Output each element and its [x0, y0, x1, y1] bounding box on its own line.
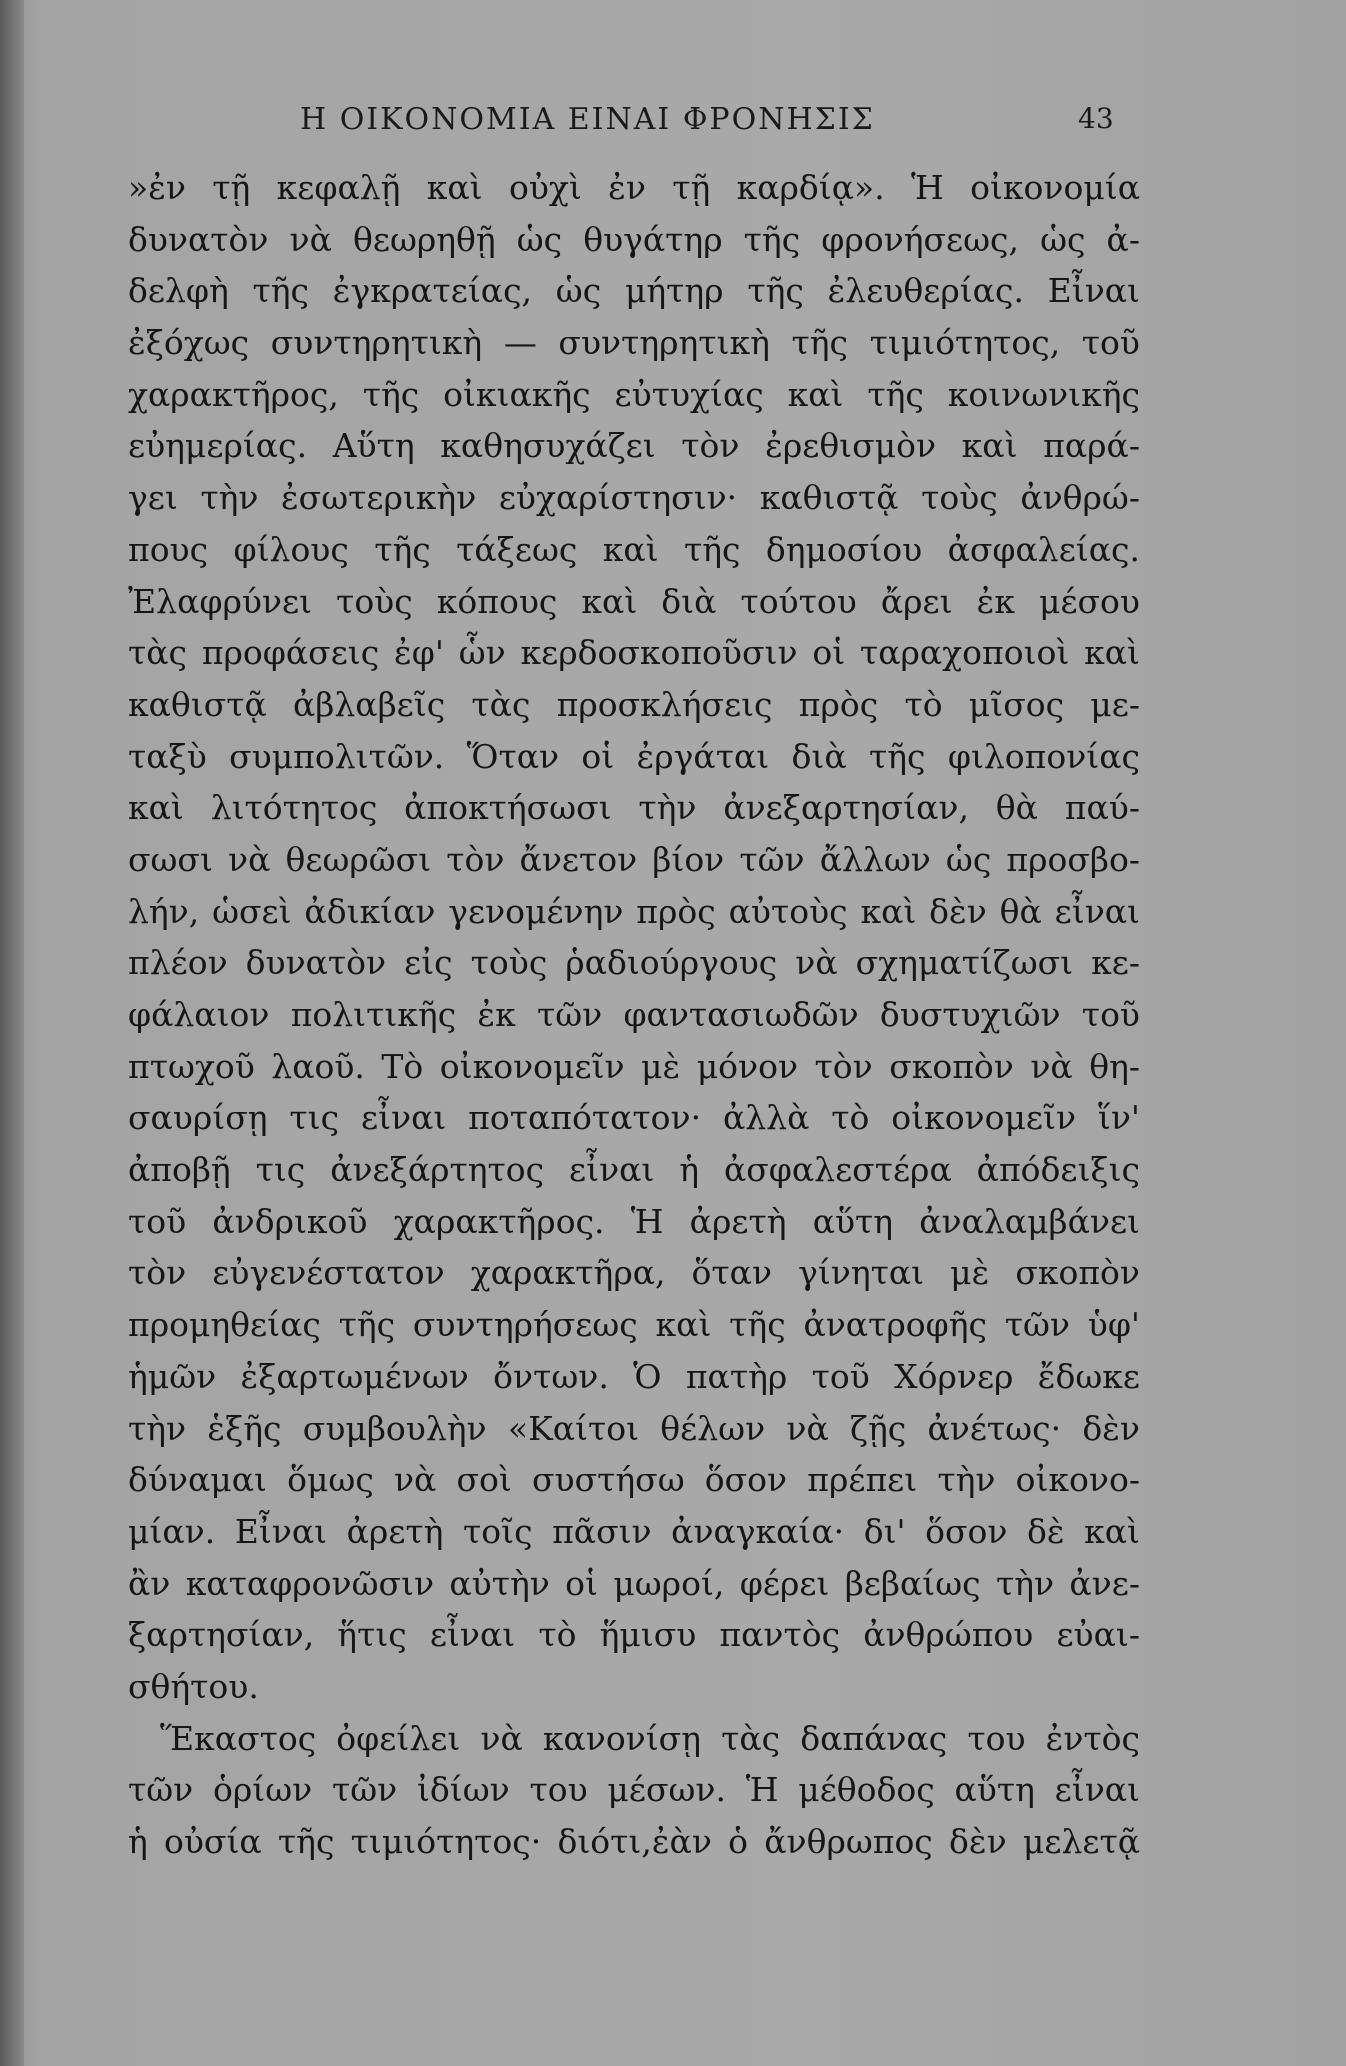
text-line: δύναμαι ὅμως νὰ σοὶ συστήσω ὅσον πρέπει τὴν οἰκονο-	[128, 1460, 1140, 1500]
text-line: μίαν. Εἶναι ἀρετὴ τοῖς πᾶσιν ἀναγκαία· δι' ὅσον δὲ καὶ	[128, 1511, 1140, 1551]
text-line: ἐξόχως συντηρητικὴ — συντηρητικὴ τῆς τιμιότητος, τοῦ	[128, 323, 1140, 363]
text-line: ἀποβῇ τις ἀνεξάρτητος εἶναι ἡ ἀσφαλεστέρα ἀπόδειξις	[128, 1150, 1140, 1190]
text-line: τὰς προφάσεις ἐφ' ὧν κερδοσκοποῦσιν οἱ ταραχοποιοὶ καὶ	[128, 633, 1140, 673]
text-line: εὐημερίας. Αὕτη καθησυχάζει τὸν ἐρεθισμὸν καὶ παρά-	[128, 426, 1140, 466]
page-number: 43	[1078, 102, 1114, 135]
text-line: φάλαιον πολιτικῆς ἐκ τῶν φαντασιωδῶν δυστυχιῶν τοῦ	[128, 995, 1140, 1034]
text-line: προμηθείας τῆς συντηρήσεως καὶ τῆς ἀνατροφῆς τῶν ὑφ'	[128, 1305, 1140, 1345]
text-line: τὸν εὐγενέστατον χαρακτῆρα, ὅταν γίνηται μὲ σκοπὸν	[128, 1253, 1140, 1293]
text-line: Ἐλαφρύνει τοὺς κόπους καὶ διὰ τούτου ἄρει ἐκ μέσου	[128, 581, 1140, 621]
text-line: καὶ λιτότητος ἀποκτήσωσι τὴν ἀνεξαρτησίαν, θὰ παύ-	[128, 788, 1140, 828]
text-line: τὴν ἑξῆς συμβουλὴν «Καίτοι θέλων νὰ ζῇς ἀνέτως· δὲν	[128, 1408, 1140, 1448]
text-line: πους φίλους τῆς τάξεως καὶ τῆς δημοσίου ἀσφαλείας.	[128, 529, 1140, 569]
text-line: λήν, ὡσεὶ ἀδικίαν γενομένην πρὸς αὐτοὺς καὶ δὲν θὰ εἶναι	[128, 891, 1140, 931]
text-line: ἡ οὐσία τῆς τιμιότητος· διότι,ἐὰν ὁ ἄνθρωπος δὲν μελετᾷ	[128, 1822, 1140, 1861]
running-title: Η ΟΙΚΟΝΟΜΙΑ ΕΙΝΑΙ ΦΡΟΝΗΣΙΣ	[300, 102, 875, 137]
text-line: χαρακτῆρος, τῆς οἰκιακῆς εὐτυχίας καὶ τῆς κοινωνικῆς	[128, 374, 1140, 414]
text-line: καθιστᾷ ἀβλαβεῖς τὰς προσκλήσεις πρὸς τὸ μῖσος με-	[128, 684, 1140, 724]
text-line: ξαρτησίαν, ἥτις εἶναι τὸ ἥμισυ παντὸς ἀνθρώπου εὐαι-	[128, 1615, 1140, 1655]
text-line: σωσι νὰ θεωρῶσι τὸν ἄνετον βίον τῶν ἄλλων ὡς προσβο-	[128, 839, 1140, 879]
text-line: γει τὴν ἐσωτερικὴν εὐχαρίστησιν· καθιστᾷ τοὺς ἀνθρώ-	[128, 478, 1140, 518]
text-line: πλέον δυνατὸν εἰς τοὺς ῥαδιούργους νὰ σχηματίζωσι κε-	[128, 943, 1140, 983]
text-line: σαυρίσῃ τις εἶναι ποταπότατον· ἀλλὰ τὸ οἰκονομεῖν ἵν'	[128, 1098, 1140, 1138]
text-line: ἡμῶν ἐξαρτωμένων ὄντων. Ὁ πατὴρ τοῦ Χόρνερ ἔδωκε	[128, 1356, 1140, 1396]
text-line: τοῦ ἀνδρικοῦ χαρακτῆρος. Ἡ ἀρετὴ αὕτη ἀναλαμβάνει	[128, 1201, 1140, 1241]
paragraph-end-line: σθήτου.	[128, 1666, 259, 1706]
page-header	[0, 102, 1346, 142]
text-line: τῶν ὁρίων τῶν ἰδίων του μέσων. Ἡ μέθοδος αὕτη εἶναι	[128, 1770, 1140, 1810]
page-gutter-shadow	[0, 0, 24, 2066]
text-line: »ἐν τῇ κεφαλῇ καὶ οὐχὶ ἐν τῇ καρδίᾳ». Ἡ οἰκονομία	[128, 168, 1140, 207]
text-line: δελφὴ τῆς ἐγκρατείας, ὡς μήτηρ τῆς ἐλευθερίας. Εἶναι	[128, 271, 1140, 311]
text-line: ἂν καταφρονῶσιν αὐτὴν οἱ μωροί, φέρει βεβαίως τὴν ἀνε-	[128, 1563, 1140, 1603]
text-line: δυνατὸν νὰ θεωρηθῇ ὡς θυγάτηρ τῆς φρονήσεως, ὡς ἀ-	[128, 219, 1140, 259]
paragraph-start-line: Ἕκαστος ὀφείλει νὰ κανονίσῃ τὰς δαπάνας του ἐντὸς	[160, 1718, 1140, 1758]
body-text	[128, 162, 1140, 1868]
text-line: ταξὺ συμπολιτῶν. Ὅταν οἱ ἐργάται διὰ τῆς φιλοπονίας	[128, 736, 1140, 776]
text-line: πτωχοῦ λαοῦ. Τὸ οἰκονομεῖν μὲ μόνον τὸν σκοπὸν νὰ θη-	[128, 1046, 1140, 1086]
